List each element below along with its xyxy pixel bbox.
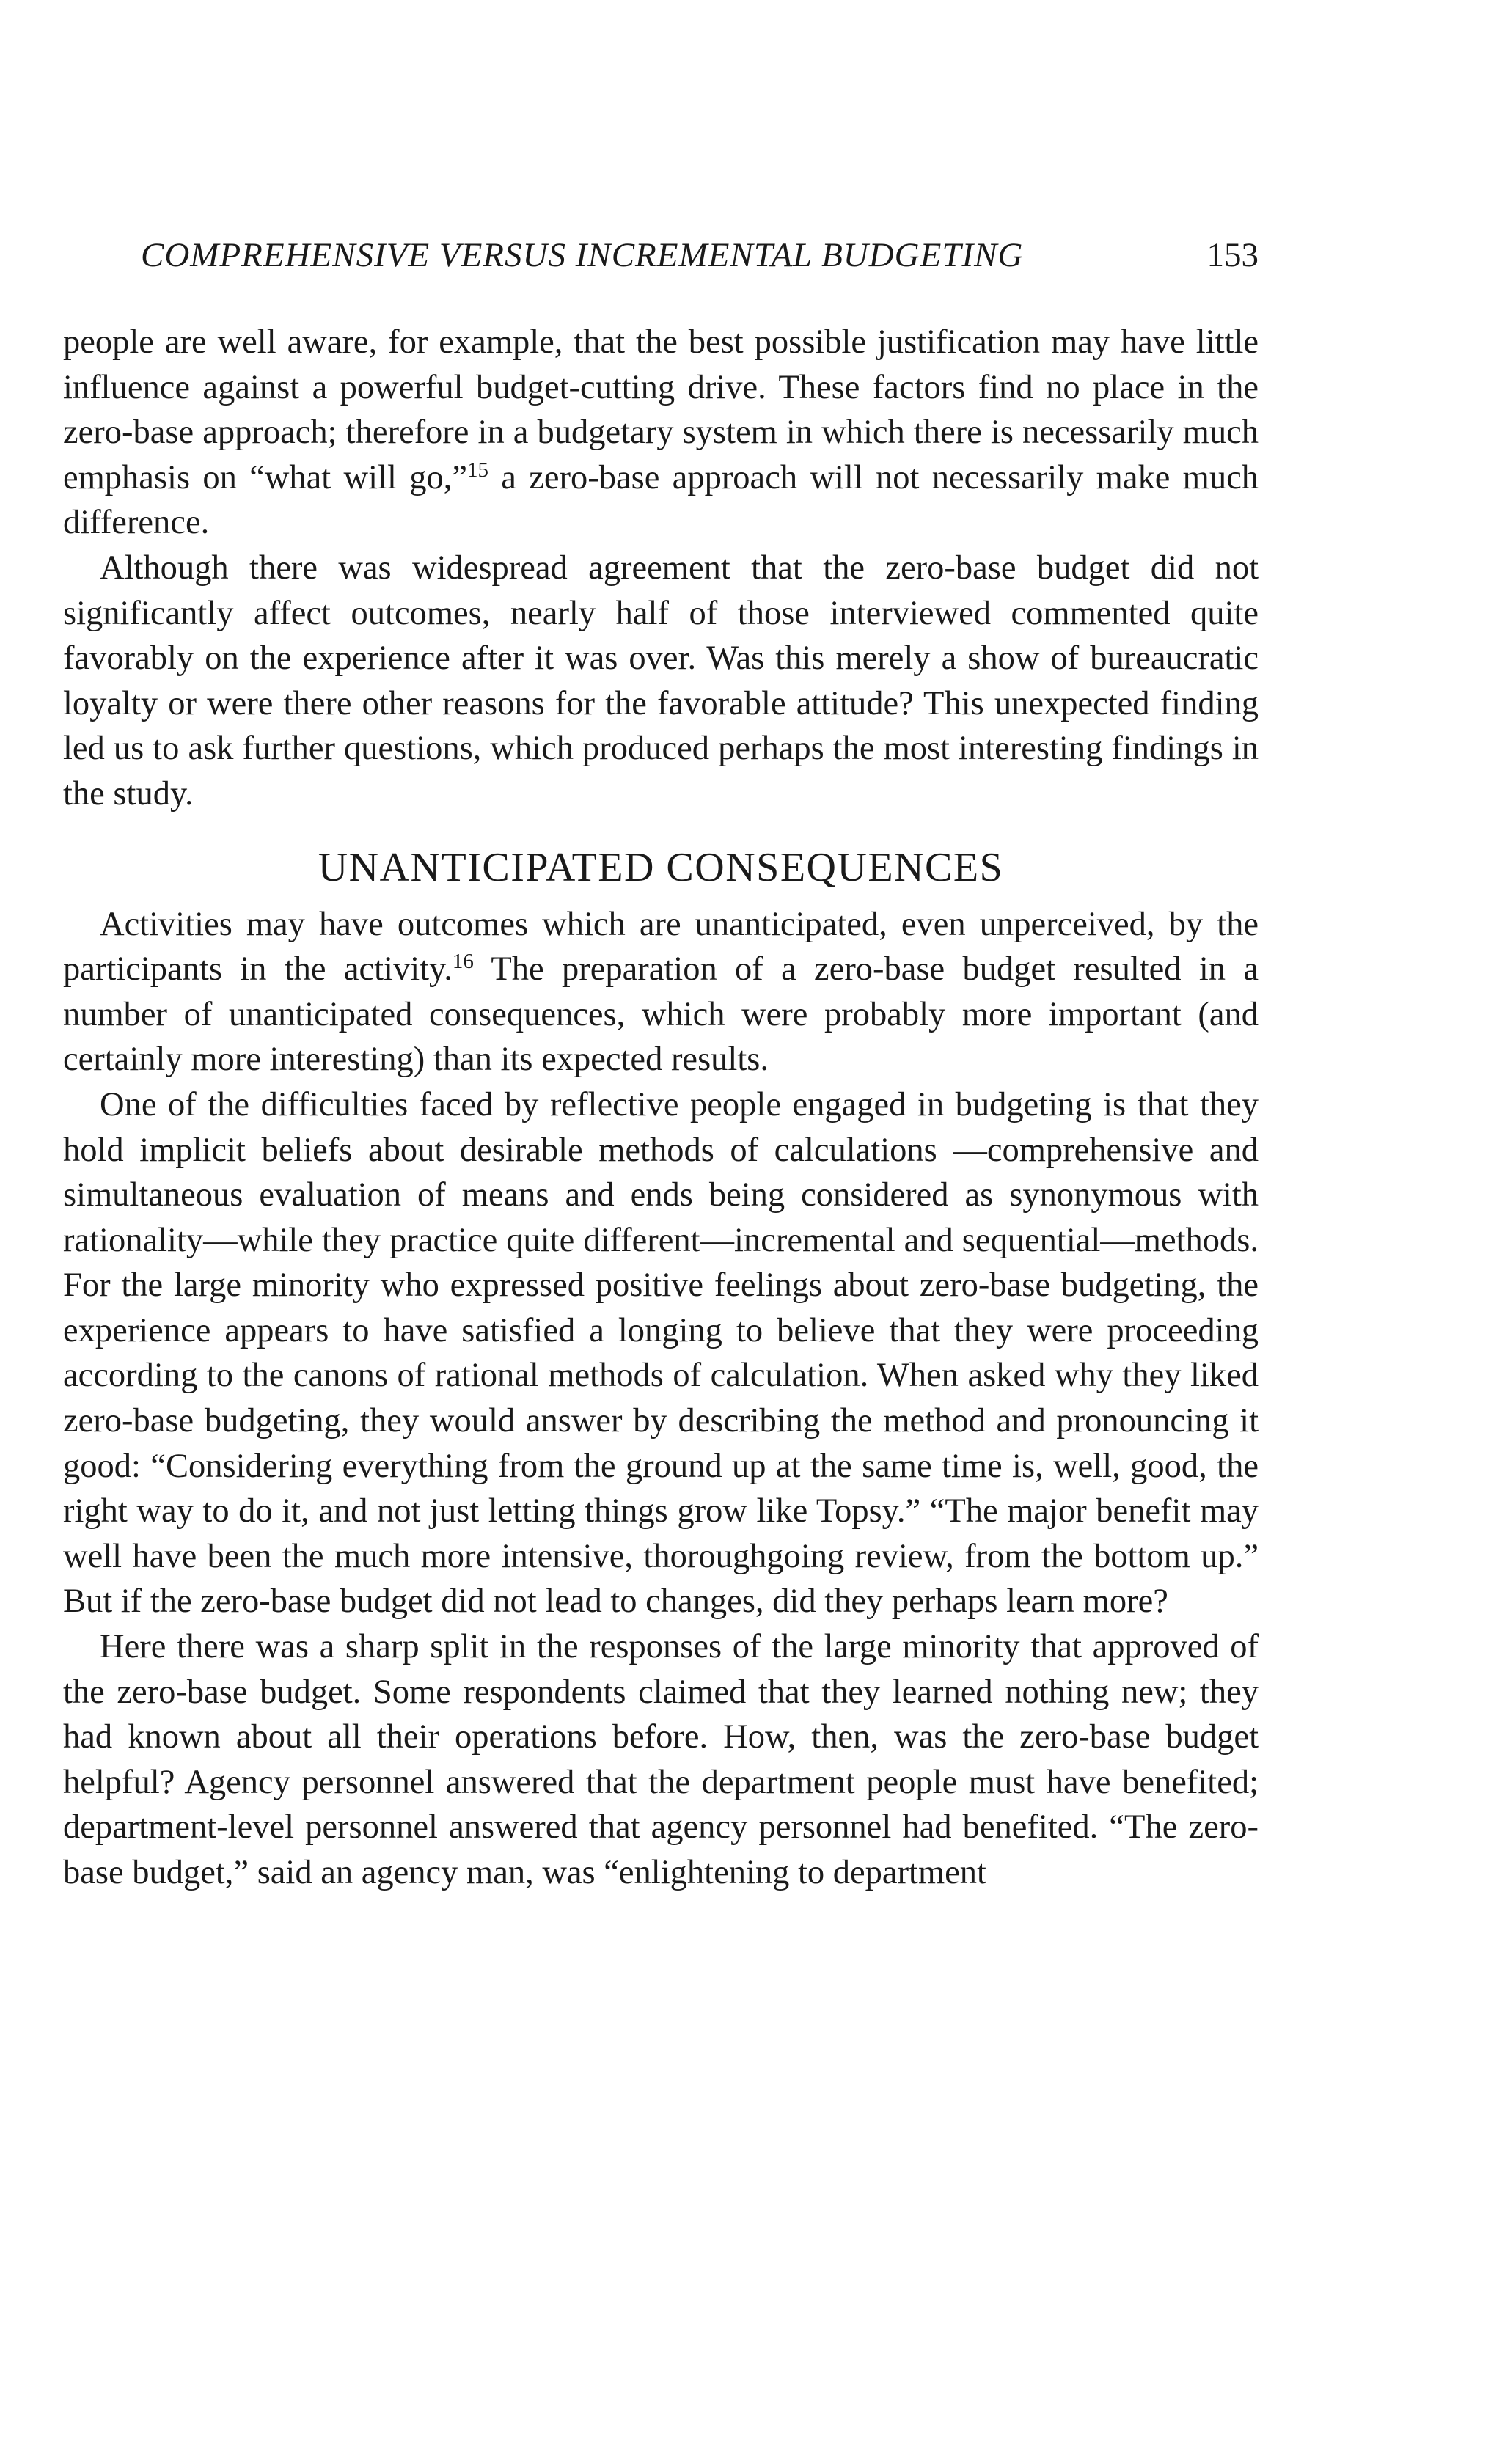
section-heading: UNANTICIPATED CONSEQUENCES xyxy=(318,844,1004,890)
page-number: 153 xyxy=(1206,236,1259,274)
paragraph-text: The preparation of a zero-base budget resulted in a number of unanticipated consequences, which were probably more important (and certainly more interesting) than its expected results. xyxy=(63,950,1259,1079)
paragraph xyxy=(63,546,1259,817)
footnote-ref: 16 xyxy=(452,950,474,974)
paragraph xyxy=(63,1624,1259,1896)
paragraph-text: One of the difficulties faced by reflective people engaged in budgeting is that they hold implicit beliefs about desirable methods of calculations —comprehensive and simultaneous evaluation of means and ends being considered as synonymous with rationality—while they practice quite different—incremental and sequential—methods. For the large minority who expressed positive feelings about zero-base budgeting, the experience appears to have satisfied a longing to believe that they were proceeding according to the canons of rational methods of calculation. When asked why they liked zero-base budgeting, they would answer by describing the method and pronouncing it good: “Considering everything from the ground up at the same time is, well, good, the right way to do it, and not just letting things grow like Topsy.” “The major benefit may well have been the much more intensive, thoroughgoing review, from the bottom up.” But if the zero-base budget did not lead to changes, did they perhaps learn more? xyxy=(63,1085,1259,1621)
paragraph xyxy=(63,320,1259,546)
paragraph xyxy=(63,902,1259,1082)
paragraph-text: Here there was a sharp split in the responses of the large minority that approved of the zero-base budget. Some respondents claimed that they learned nothing new; they had known about all their operations before. How, then, was the zero-base budget helpful? Agency personnel answered that the department people must have benefited; department-level personnel answered that agency personnel had benefited. “The zero-base budget,” said an agency man, was “enlightening to department xyxy=(63,1628,1259,1891)
body-text xyxy=(63,320,1259,1896)
running-title: COMPREHENSIVE VERSUS INCREMENTAL BUDGETING xyxy=(141,236,1024,274)
footnote-ref: 15 xyxy=(466,458,488,482)
paragraph-text: a zero-base approach will not necessarily make much difference. xyxy=(63,458,1259,542)
running-head xyxy=(63,232,1259,279)
paragraph-text: people are well aware, for example, that the best possible justification may have little influence against a powerful budget-cutting drive. These factors find no place in the zero-base approach; therefore in a budgetary system in which there is necessarily much emphasis on “what will go,” xyxy=(63,323,1259,496)
paragraph-text: Although there was widespread agreement that the zero-base budget did not significantly affect outcomes, nearly half of those interviewed commented quite favorably on the experience after it was over. Was this merely a show of bureaucratic loyalty or were there other reasons for the favorable attitude? This unexpected finding led us to ask further questions, which produced perhaps the most interesting findings in the study. xyxy=(63,549,1259,813)
paragraph xyxy=(63,1082,1259,1624)
book-page xyxy=(63,232,1259,1896)
paragraph-text: Activities may have outcomes which are unanticipated, even unperceived, by the participants in the activity. xyxy=(63,905,1259,989)
